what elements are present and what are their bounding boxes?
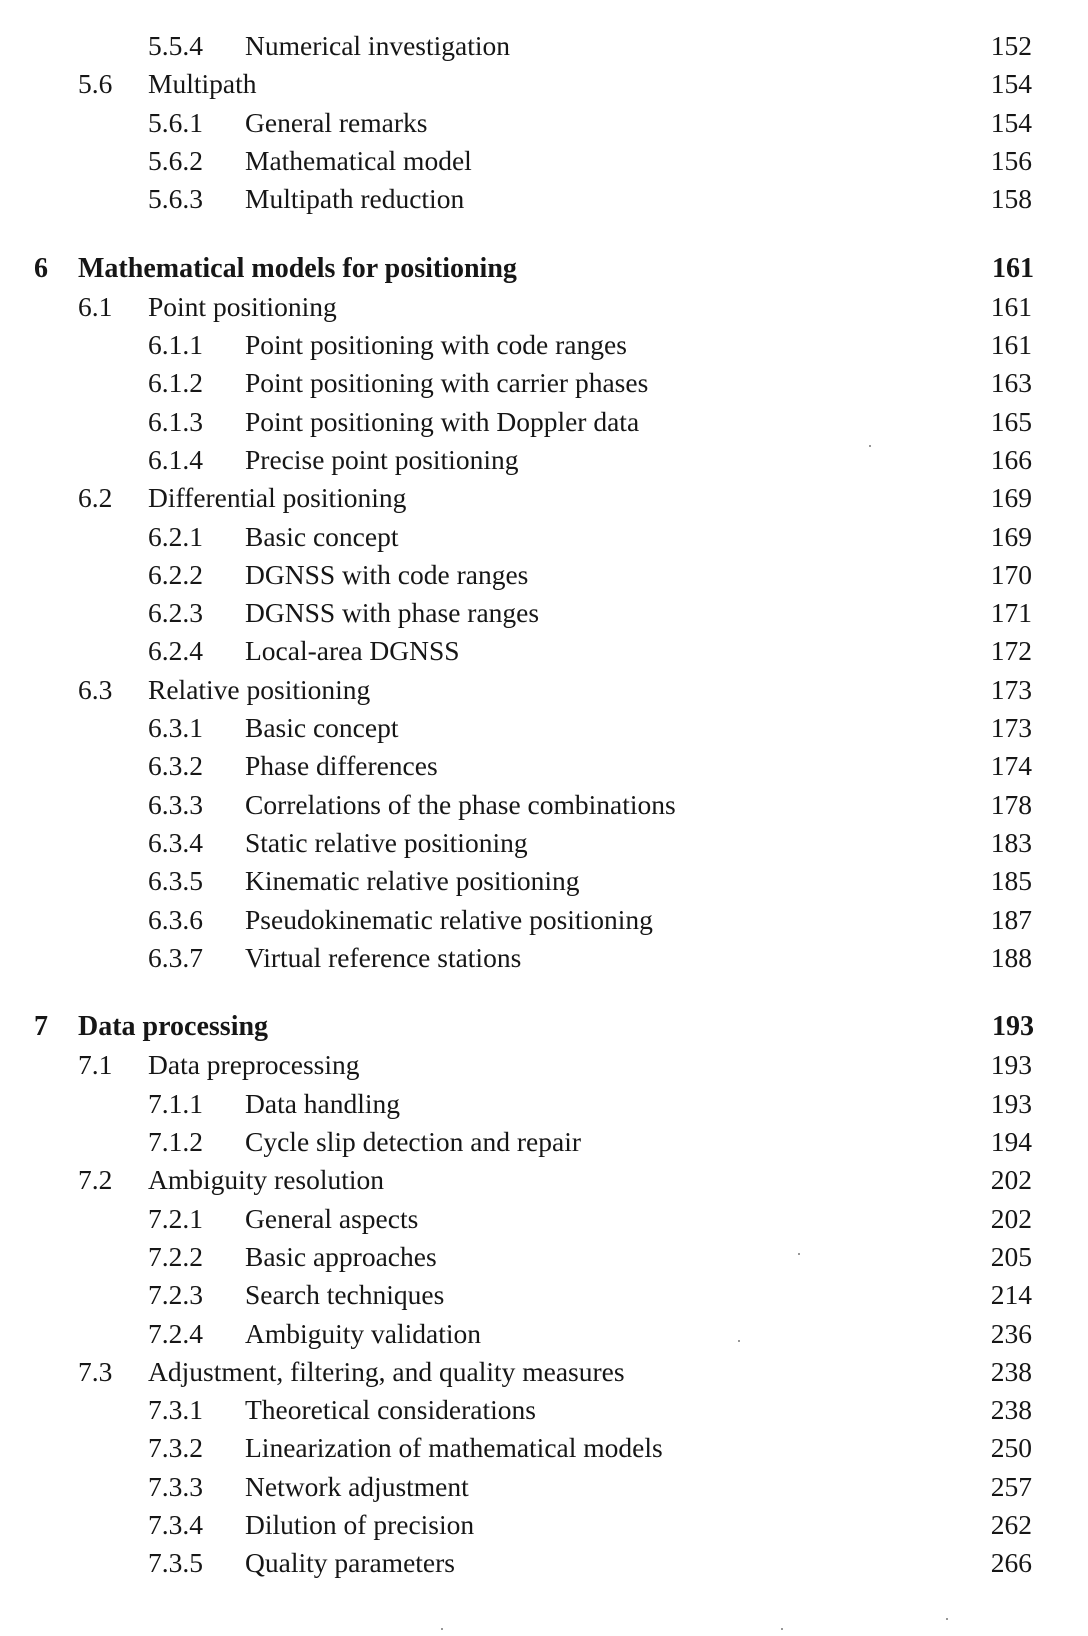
- toc-subsection-row[interactable]: [0, 180, 1088, 218]
- toc-number: 6.3.7: [148, 942, 203, 973]
- toc-title: Multipath: [148, 68, 257, 99]
- toc-page-number: 163: [990, 367, 1032, 398]
- toc-title: Relative positioning: [148, 674, 371, 705]
- toc-page-number: 173: [990, 674, 1032, 705]
- toc-page-number: 193: [990, 1049, 1032, 1080]
- toc-page-number: 214: [990, 1279, 1032, 1310]
- toc-title: Phase differences: [245, 750, 438, 781]
- toc-page-number: 152: [990, 30, 1032, 61]
- scan-speck: [869, 445, 871, 447]
- toc-subsection-row[interactable]: [0, 594, 1088, 632]
- toc-title: Point positioning with code ranges: [245, 329, 627, 360]
- toc-subsection-row[interactable]: [0, 747, 1088, 785]
- toc-page-number: 266: [990, 1547, 1032, 1578]
- toc-number: 5.6: [78, 68, 113, 99]
- toc-number: 6.1.3: [148, 406, 203, 437]
- toc-subsection-row[interactable]: [0, 441, 1088, 479]
- scan-speck: [946, 1618, 948, 1620]
- toc-section-row[interactable]: [0, 1046, 1088, 1084]
- toc-number: 7.1.2: [148, 1126, 203, 1157]
- toc-page-number: 172: [990, 635, 1032, 666]
- toc-title: Data processing: [78, 1011, 269, 1042]
- toc-page-number: 169: [990, 482, 1032, 513]
- toc-page-number: 205: [990, 1241, 1032, 1272]
- toc-title: Numerical investigation: [245, 30, 510, 61]
- toc-title: DGNSS with phase ranges: [245, 597, 540, 628]
- scan-speck: [441, 1628, 443, 1630]
- toc-number: 7.2.3: [148, 1279, 203, 1310]
- toc-number: 5.6.2: [148, 145, 203, 176]
- toc-number: 7.3.5: [148, 1547, 203, 1578]
- toc-subsection-row[interactable]: [0, 901, 1088, 939]
- toc-title: Adjustment, filtering, and quality measures: [148, 1356, 625, 1387]
- toc-title: Data preprocessing: [148, 1049, 360, 1080]
- toc-number: 6.2.4: [148, 635, 203, 666]
- toc-page-number: 238: [990, 1394, 1032, 1425]
- toc-number: 6.1.4: [148, 444, 203, 475]
- toc-page-number: 250: [990, 1432, 1032, 1463]
- toc-subsection-row[interactable]: [0, 27, 1088, 65]
- toc-number: 7.2.4: [148, 1318, 203, 1349]
- toc-number: 6.3.6: [148, 904, 203, 935]
- toc-page-number: 257: [990, 1471, 1032, 1502]
- toc-number: 6.3: [78, 674, 113, 705]
- toc-page-number: 161: [992, 253, 1034, 284]
- toc-title: Point positioning: [148, 291, 337, 322]
- toc-title: Local-area DGNSS: [245, 635, 460, 666]
- toc-page-number: 156: [990, 145, 1032, 176]
- toc-page-number: 166: [990, 444, 1032, 475]
- toc-number: 7.1: [78, 1049, 113, 1080]
- toc-page-number: 161: [990, 329, 1032, 360]
- toc-number: 7.2: [78, 1164, 113, 1195]
- toc-number: 7: [34, 1011, 48, 1042]
- toc-number: 6.3.4: [148, 827, 203, 858]
- toc-number: 7.3.3: [148, 1471, 203, 1502]
- toc-number: 6: [34, 253, 48, 284]
- toc-subsection-row[interactable]: [0, 1429, 1088, 1467]
- toc-page-number: 236: [990, 1318, 1032, 1349]
- toc-chapter-row[interactable]: [0, 1008, 1088, 1046]
- toc-number: 7.2.2: [148, 1241, 203, 1272]
- toc-page-number: 202: [990, 1164, 1032, 1195]
- toc-page-number: 188: [990, 942, 1032, 973]
- toc-subsection-row[interactable]: [0, 1276, 1088, 1314]
- toc-number: 6.1.1: [148, 329, 203, 360]
- toc-subsection-row[interactable]: [0, 104, 1088, 142]
- toc-title: Dilution of precision: [245, 1509, 475, 1540]
- toc-subsection-row[interactable]: [0, 709, 1088, 747]
- toc-page-number: 161: [990, 291, 1032, 322]
- toc-subsection-row[interactable]: [0, 326, 1088, 364]
- toc-section-row[interactable]: [0, 479, 1088, 517]
- toc-number: 6.3.5: [148, 865, 203, 896]
- toc-subsection-row[interactable]: [0, 556, 1088, 594]
- toc-page-number: 202: [990, 1203, 1032, 1234]
- toc-subsection-row[interactable]: [0, 1468, 1088, 1506]
- toc-subsection-row[interactable]: [0, 786, 1088, 824]
- toc-subsection-row[interactable]: [0, 1544, 1088, 1582]
- toc-number: 6.1.2: [148, 367, 203, 398]
- toc-page-number: 185: [990, 865, 1032, 896]
- toc-title: Differential positioning: [148, 482, 407, 513]
- toc-subsection-row[interactable]: [0, 1085, 1088, 1123]
- toc-title: Mathematical model: [245, 145, 472, 176]
- toc-section-row[interactable]: [0, 288, 1088, 326]
- toc-page-number: 170: [990, 559, 1032, 590]
- toc-number: 7.3: [78, 1356, 113, 1387]
- toc-subsection-row[interactable]: [0, 1391, 1088, 1429]
- toc-number: 7.3.4: [148, 1509, 203, 1540]
- toc-number: 5.5.4: [148, 30, 203, 61]
- toc-page-number: 193: [992, 1011, 1034, 1042]
- toc-number: 6.2: [78, 482, 113, 513]
- toc-title: Basic concept: [245, 712, 399, 743]
- toc-page-number: 178: [990, 789, 1032, 820]
- toc-title: Cycle slip detection and repair: [245, 1126, 581, 1157]
- toc-page-number: 165: [990, 406, 1032, 437]
- toc-title: General remarks: [245, 107, 428, 138]
- toc-section-row[interactable]: [0, 671, 1088, 709]
- toc-title: Point positioning with carrier phases: [245, 367, 649, 398]
- toc-title: Ambiguity validation: [245, 1318, 482, 1349]
- toc-number: 7.2.1: [148, 1203, 203, 1234]
- toc-title: General aspects: [245, 1203, 419, 1234]
- toc-number: 6.2.3: [148, 597, 203, 628]
- toc-subsection-row[interactable]: [0, 403, 1088, 441]
- toc-title: Data handling: [245, 1088, 401, 1119]
- toc-title: Virtual reference stations: [245, 942, 522, 973]
- scan-speck: [781, 1628, 783, 1630]
- toc-subsection-row[interactable]: [0, 632, 1088, 670]
- toc-title: Search techniques: [245, 1279, 445, 1310]
- toc-page-number: 262: [990, 1509, 1032, 1540]
- toc-subsection-row[interactable]: [0, 862, 1088, 900]
- toc-title: Correlations of the phase combinations: [245, 789, 676, 820]
- toc-subsection-row[interactable]: [0, 1506, 1088, 1544]
- toc-title: Point positioning with Doppler data: [245, 406, 640, 437]
- toc-page-number: 174: [990, 750, 1032, 781]
- toc-title: Basic approaches: [245, 1241, 437, 1272]
- toc-number: 6.2.2: [148, 559, 203, 590]
- toc-number: 5.6.1: [148, 107, 203, 138]
- toc-page-number: 187: [990, 904, 1032, 935]
- scan-speck: [798, 1253, 800, 1255]
- toc-subsection-row[interactable]: [0, 939, 1088, 977]
- toc-number: 5.6.3: [148, 183, 203, 214]
- toc-number: 7.1.1: [148, 1088, 203, 1119]
- toc-subsection-row[interactable]: [0, 364, 1088, 402]
- toc-page-number: 193: [990, 1088, 1032, 1119]
- toc-subsection-row[interactable]: [0, 824, 1088, 862]
- toc-title: Pseudokinematic relative positioning: [245, 904, 653, 935]
- toc-page-number: 183: [990, 827, 1032, 858]
- toc-subsection-row[interactable]: [0, 142, 1088, 180]
- toc-subsection-row[interactable]: [0, 1315, 1088, 1353]
- toc-page-number: 158: [990, 183, 1032, 214]
- toc-title: Quality parameters: [245, 1547, 455, 1578]
- toc-number: 6.2.1: [148, 521, 203, 552]
- toc-number: 6.3.2: [148, 750, 203, 781]
- toc-number: 6.3.3: [148, 789, 203, 820]
- toc-title: Multipath reduction: [245, 183, 465, 214]
- toc-title: Mathematical models for positioning: [78, 253, 517, 284]
- toc-page-number: 169: [990, 521, 1032, 552]
- toc-title: Ambiguity resolution: [148, 1164, 385, 1195]
- toc-page-number: 154: [990, 107, 1032, 138]
- toc-page-number: 154: [990, 68, 1032, 99]
- scan-speck: [738, 1340, 740, 1342]
- toc-title: Theoretical considerations: [245, 1394, 536, 1425]
- toc-title: Precise point positioning: [245, 444, 519, 475]
- toc-page-number: 173: [990, 712, 1032, 743]
- toc-page-number: 171: [990, 597, 1032, 628]
- toc-number: 7.3.2: [148, 1432, 203, 1463]
- toc-subsection-row[interactable]: [0, 518, 1088, 556]
- toc-subsection-row[interactable]: [0, 1238, 1088, 1276]
- toc-subsection-row[interactable]: [0, 1123, 1088, 1161]
- toc-title: Linearization of mathematical models: [245, 1432, 663, 1463]
- toc-number: 6.3.1: [148, 712, 203, 743]
- toc-number: 7.3.1: [148, 1394, 203, 1425]
- toc-subsection-row[interactable]: [0, 1200, 1088, 1238]
- toc-number: 6.1: [78, 291, 113, 322]
- toc-title: Basic concept: [245, 521, 399, 552]
- toc-title: DGNSS with code ranges: [245, 559, 529, 590]
- toc-title: Kinematic relative positioning: [245, 865, 580, 896]
- toc-page-number: 194: [990, 1126, 1032, 1157]
- toc-page-number: 238: [990, 1356, 1032, 1387]
- toc-chapter-row[interactable]: [0, 250, 1088, 288]
- toc-section-row[interactable]: [0, 65, 1088, 103]
- toc-section-row[interactable]: [0, 1161, 1088, 1199]
- toc-title: Static relative positioning: [245, 827, 528, 858]
- toc-title: Network adjustment: [245, 1471, 469, 1502]
- toc-section-row[interactable]: [0, 1353, 1088, 1391]
